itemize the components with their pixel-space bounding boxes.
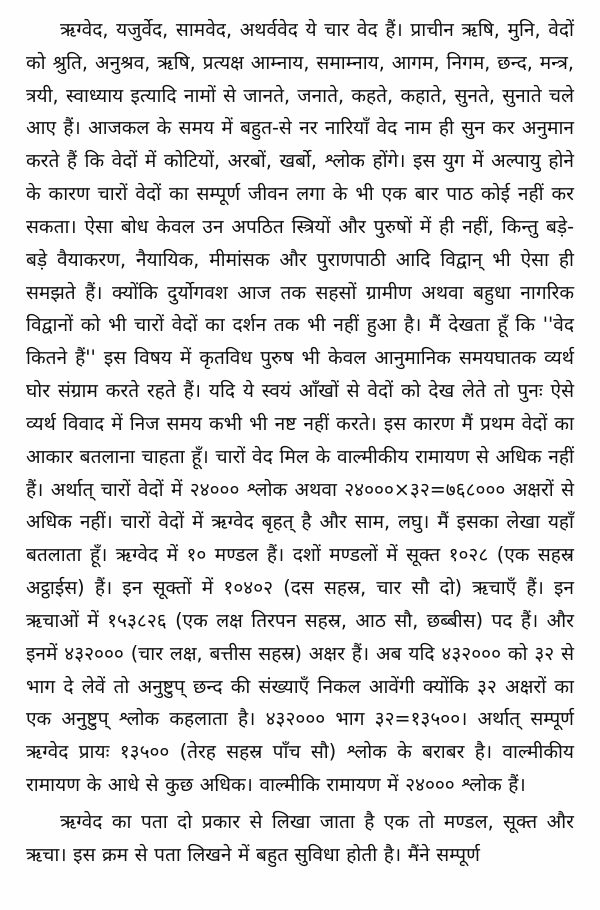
paragraph-2: ऋग्वेद का पता दो प्रकार से लिखा जाता है एक तो मण्डल, सूक्त और ऋचा। इस क्रम से पता लिखने में बहुत सुविधा होती है। मैंने सम्पूर्ण bbox=[26, 809, 574, 866]
paragraph-1: ऋग्वेद, यजुर्वेद, सामवेद, अथर्ववेद ये चार वेद हैं। प्राचीन ऋषि, मुनि, वेदों को श्रुति, अनुश्रव, ऋषि, प्रत्यक्ष आम्नाय, समाम्नाय, आगम, निगम, छन्द, मन्त्र, त्रयी, स्वाध्याय इत्यादि नामों से जानते, जनाते, कहते, कहाते, सुनते, सुनाते चले आए हैं। आजकल के समय में बहुत-से नर नारियाँ वेद नाम ही सुन कर अनुमान करते हैं कि वेदों में कोटियों, अरबों, खर्बो, श्लोक होंगे। इस युग में अल्पायु होने के कारण चारों वेदों का सम्पूर्ण जीवन लगा के भी एक बार पाठ कोई नहीं कर सकता। ऐसा बोध केवल उन अपठित स्त्रियों और पुरुषों में ही नहीं, किन्तु बड़े-बड़े वैयाकरण, नैयायिक, मीमांसक और पुराणपाठी आदि विद्वान् भी ऐसा ही समझते हैं। क्योंकि दुर्योगवश आज तक सहसों ग्रामीण अथवा बहुधा नागरिक विद्वानों को भी चारों वेदों का दर्शन तक भी नहीं हुआ है। मैं देखता हूँ कि ''वेद कितने हैं'' इस विषय में कृतविध पुरुष भी केवल आनुमानिक समयघातक व्यर्थ घोर संग्राम करते रहते हैं। यदि ये स्वयं आँखों से वेदों को देख लेते तो पुनः ऐसे व्यर्थ विवाद में निज समय कभी भी नष्ट नहीं करते। इस कारण मैं प्रथम वेदों का आकार बतलाना चाहता हूँ। चारों वेद मिल के वाल्मीकीय रामायण से अधिक नहीं हैं। अर्थात् चारों वेदों में २४००० श्लोक अथवा २४०००×३२=७६८००० अक्षरों से अधिक नहीं। चारों वेदों में ऋग्वेद बृहत् है और साम, लघु। मैं इसका लेखा यहाँ बतलाता हूँ। ऋग्वेद में १० मण्डल हैं। दशों मण्डलों में सूक्त १०२८ (एक सहस्र अट्ठाईस) हैं। इन सूक्तों में १०४०२ (दस सहस्र, चार सौ दो) ऋचाएँ हैं। इन ऋचाओं में १५३८२६ (एक लक्ष तिरपन सहस्र, आठ सौ, छब्बीस) पद हैं। और इनमें ४३२००० (चार लक्ष, बत्तीस सहस्र) अक्षर हैं। अब यदि ४३२००० को ३२ से भाग दे लेवें तो अनुष्टुप् छन्द की संख्याएँ निकल आवेंगी क्योंकि ३२ अक्षरों का एक अनुष्टुप् श्लोक कहलाता है। ४३२००० भाग ३२=१३५००। अर्थात् सम्पूर्ण ऋग्वेद प्रायः १३५०० (तेरह सहस्र पाँच सौ) श्लोक के बराबर है। वाल्मीकीय रामायण के आधे से कुछ अधिक। वाल्मीकि रामायण में २४००० श्लोक हैं। bbox=[26, 18, 574, 797]
